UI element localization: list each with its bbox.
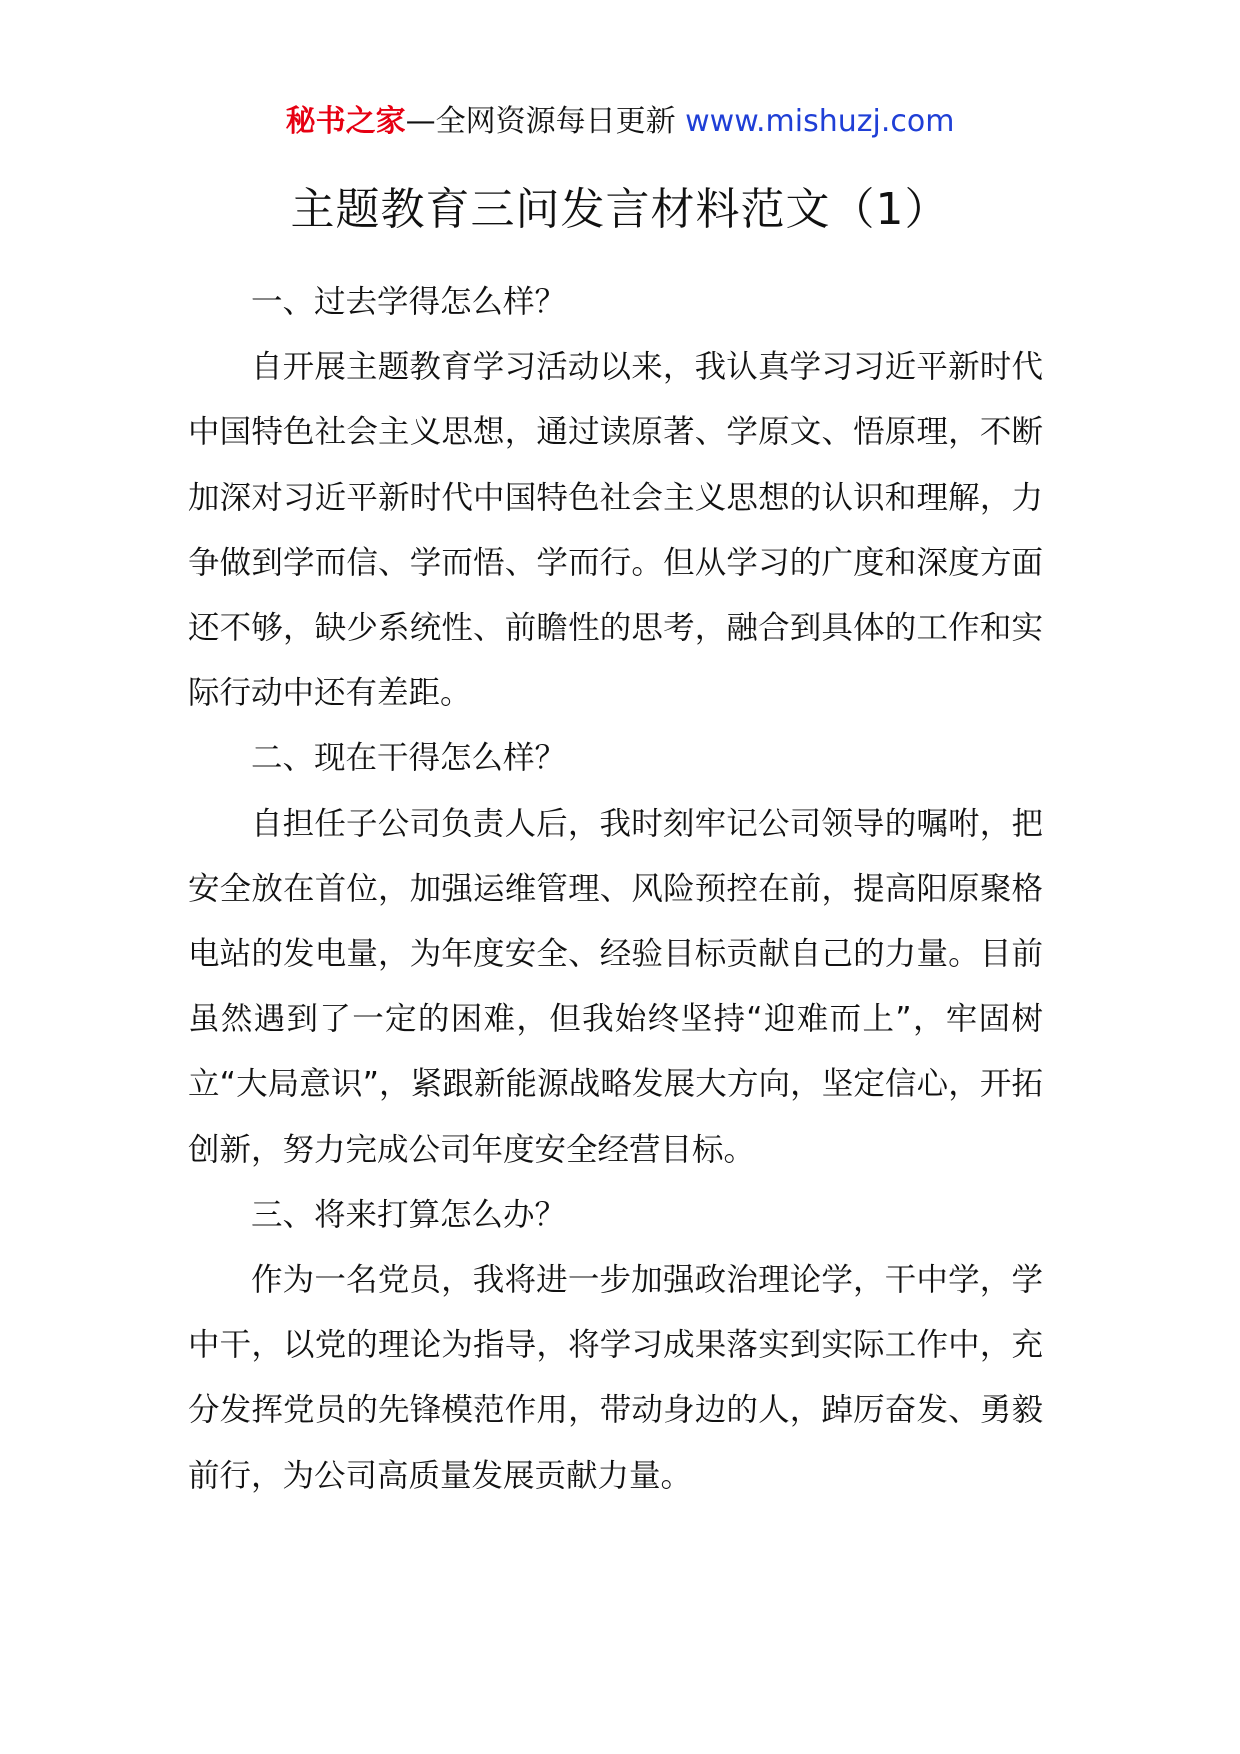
site-header xyxy=(0,102,1240,142)
body-paragraph-3: 作为一名党员，我将进一步加强政治理论学，干中学，学中干，以党的理论为指导，将学习成果落实到实际工作中，充分发挥党员的先锋模范作用，带动身边的人，踔厉奋发、勇毅前行，为公司高质量发展贡献力量。 xyxy=(188,1262,1043,1494)
brand-name: 秘书之家 xyxy=(285,104,406,139)
section-heading-3: 三、将来打算怎么办？ xyxy=(251,1196,567,1233)
document-title: 主题教育三问发言材料范文（1） xyxy=(290,184,950,235)
body-paragraph-1: 自开展主题教育学习活动以来，我认真学习习近平新时代中国特色社会主义思想，通过读原著、学原文、悟原理，不断加深对习近平新时代中国特色社会主义思想的认识和理解，力争做到学而信、学而悟、学而行。但从学习的广度和深度方面还不够，缺少系统性、前瞻性的思考，融合到具体的工作和实际行动中还有差距。 xyxy=(188,349,1043,712)
section-heading-1: 一、过去学得怎么样？ xyxy=(251,284,567,320)
site-url-link[interactable]: www.mishuzj.com xyxy=(685,104,955,139)
document-body xyxy=(188,270,1043,1509)
section-heading-2: 二、现在干得怎么样？ xyxy=(251,740,567,777)
header-slogan: —全网资源每日更新 xyxy=(405,104,686,139)
body-paragraph-2: 自担任子公司负责人后，我时刻牢记公司领导的嘱咐，把安全放在首位，加强运维管理、风险预控在前，提高阳原聚格电站的发电量，为年度安全、经验目标贡献自己的力量。目前虽然遇到了一定的困难，但我始终坚持“迎难而上”，牢固树立“大局意识”，紧跟新能源战略发展大方向，坚定信心，开拓创新，努力完成公司年度安全经营目标。 xyxy=(188,805,1043,1168)
